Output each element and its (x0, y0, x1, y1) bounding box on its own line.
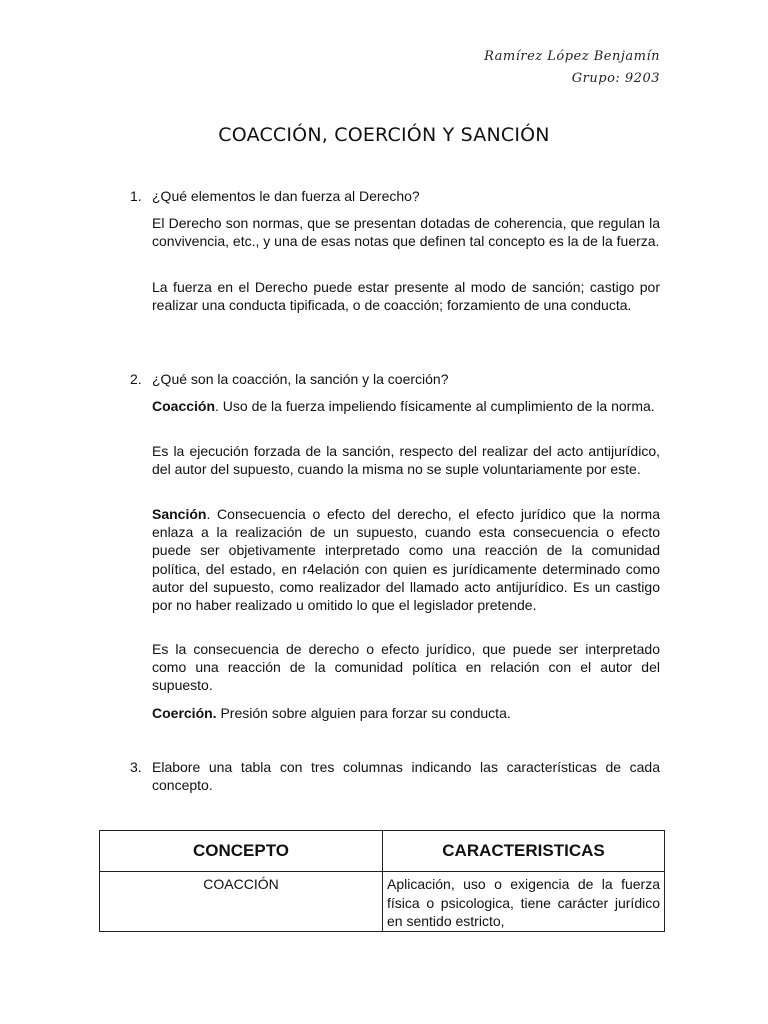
question-1 (130, 187, 660, 205)
author-header (484, 46, 660, 90)
question-number: 3. (130, 759, 142, 775)
term-coercion: Coerción. (152, 705, 217, 721)
answer-paragraph: La fuerza en el Derecho puede estar presente al modo de sanción; castigo por realizar una conducta tipificada, o de coacción; forzamiento de una conducta. (152, 279, 660, 314)
author-name: Ramírez López Benjamín (484, 49, 660, 64)
table-row (100, 872, 665, 932)
column-header-caracteristicas: CARACTERISTICAS (383, 831, 665, 872)
question-text: ¿Qué elementos le dan fuerza al Derecho? (152, 188, 420, 204)
answer-paragraph: El Derecho son normas, que se presentan dotadas de coherencia, que regulan la convivencia, etc., y una de esas notas que definen tal concepto es la de la fuerza. (152, 215, 660, 250)
concepts-table (99, 830, 665, 932)
question-3 (130, 758, 660, 794)
definition-text: Presión sobre alguien para forzar su conducta. (216, 705, 511, 721)
question-number: 2. (130, 371, 142, 387)
definition-coercion (152, 704, 660, 722)
document-title: COACCIÓN, COERCIÓN Y SANCIÓN (218, 124, 550, 146)
definition-coaccion (152, 397, 660, 415)
question-text: Elabore una tabla con tres columnas indicando las características de cada concepto. (152, 759, 660, 793)
definition-sancion (152, 505, 660, 614)
definition-text: . Uso de la fuerza impeliendo físicamente al cumplimiento de la norma. (215, 398, 655, 414)
question-2 (130, 370, 660, 388)
author-group: Grupo: 9203 (571, 71, 660, 86)
question-number: 1. (130, 188, 142, 204)
answer-paragraph: Es la ejecución forzada de la sanción, respecto del realizar del acto antijurídico, del autor del supuesto, cuando la misma no se suple voluntariamente por este. (152, 443, 660, 478)
column-header-concepto: CONCEPTO (100, 831, 383, 872)
table-cell-concept: COACCIÓN (100, 872, 383, 932)
table-cell-characteristics: Aplicación, uso o exigencia de la fuerza física o psicologica, tiene carácter jurídico en sentido estricto, (383, 872, 665, 932)
answer-paragraph: Es la consecuencia de derecho o efecto jurídico, que puede ser interpretado como una reacción de la comunidad política en relación con el autor del supuesto. (152, 641, 660, 694)
table-header-row (100, 831, 665, 872)
term-sancion: Sanción (152, 506, 207, 522)
definition-text: . Consecuencia o efecto del derecho, el efecto jurídico que la norma enlaza a la realización de un supuesto, cuando esta consecuencia o efecto puede ser objetivamente interpretado como una reacción de la comunidad política, del estado, en r4elación con quien es jurídicamente determinado como autor del supuesto, como realizador del llamado acto antijurídico. Es un castigo por no haber realizado u omitido lo que el legislador pretende. (152, 506, 660, 614)
term-coaccion: Coacción (152, 398, 216, 414)
question-text: ¿Qué son la coacción, la sanción y la coerción? (152, 371, 449, 387)
